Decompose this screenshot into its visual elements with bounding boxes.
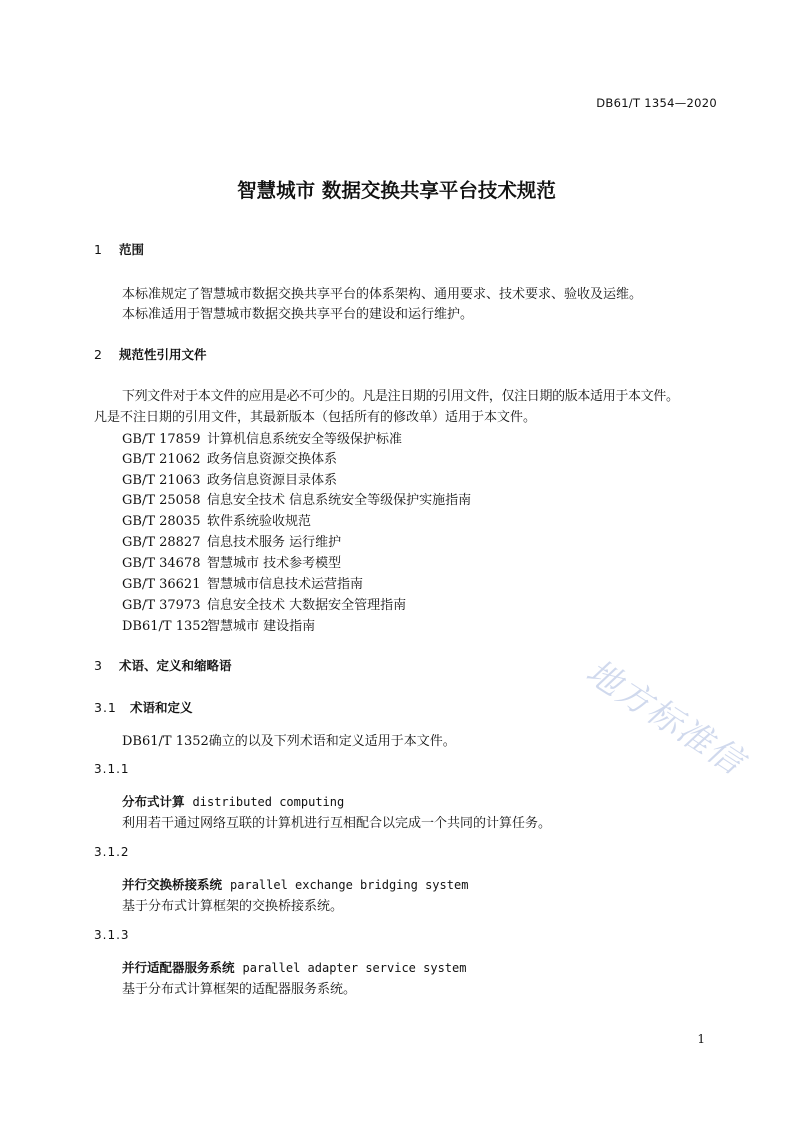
reference-item [122, 615, 315, 634]
clause-number: 3.1.3 [94, 928, 130, 942]
reference-code: GB/T 28035 [122, 514, 201, 529]
subsection-title: 术语和定义 [130, 700, 193, 715]
reference-name: 计算机信息系统安全等级保护标准 [207, 432, 403, 447]
term-chinese: 并行适配器服务系统 [122, 960, 235, 975]
section-title: 术语、定义和缩略语 [119, 658, 232, 673]
reference-code: GB/T 25058 [122, 493, 201, 508]
reference-name: 智慧城市信息技术运营指南 [207, 577, 364, 592]
reference-code: GB/T 21062 [122, 452, 201, 467]
reference-item [122, 573, 363, 592]
reference-name: 智慧城市 技术参考模型 [207, 556, 342, 571]
term-heading [122, 792, 344, 810]
clause-number: 3.1.2 [94, 845, 130, 859]
reference-name: 政务信息资源交换体系 [207, 452, 338, 467]
term-english: parallel exchange bridging system [230, 878, 469, 892]
page-title: 智慧城市 数据交换共享平台技术规范 [237, 179, 556, 202]
term-definition: 基于分布式计算框架的适配器服务系统。 [122, 982, 357, 997]
term-heading [122, 875, 468, 893]
reference-code: GB/T 28827 [122, 535, 201, 550]
clause-number: 3.1.1 [94, 762, 130, 776]
reference-item [122, 594, 406, 613]
reference-item [122, 552, 341, 571]
section-2-heading [94, 345, 207, 363]
term-chinese: 并行交换桥接系统 [122, 877, 223, 892]
section-title: 范围 [119, 242, 145, 257]
term-definition: 利用若干通过网络互联的计算机进行互相配合以完成一个共同的计算任务。 [122, 816, 552, 831]
reference-item [122, 469, 337, 488]
term-english: parallel adapter service system [242, 961, 467, 975]
page-number: 1 [697, 1032, 705, 1046]
reference-code: GB/T 17859 [122, 432, 201, 447]
term-definition: 基于分布式计算框架的交换桥接系统。 [122, 899, 344, 914]
reference-code: GB/T 34678 [122, 556, 201, 571]
section-number: 3 [94, 658, 102, 673]
reference-name: 信息技术服务 运行维护 [207, 535, 342, 550]
paragraph: 本标准规定了智慧城市数据交换共享平台的体系架构、通用要求、技术要求、验收及运维。 [122, 287, 643, 302]
section-number: 1 [94, 242, 102, 257]
paragraph: 凡是不注日期的引用文件，其最新版本（包括所有的修改单）适用于本文件。 [94, 410, 537, 425]
paragraph: DB61/T 1352确立的以及下列术语和定义适用于本文件。 [122, 734, 456, 749]
reference-item [122, 510, 311, 529]
reference-item [122, 489, 471, 508]
reference-name: 软件系统验收规范 [207, 514, 312, 529]
reference-code: GB/T 37973 [122, 598, 201, 613]
reference-name: 信息安全技术 信息系统安全等级保护实施指南 [207, 493, 472, 508]
term-heading [122, 958, 466, 976]
reference-code: GB/T 36621 [122, 577, 201, 592]
subsection-number: 3.1 [94, 700, 117, 715]
reference-name: 智慧城市 建设指南 [207, 619, 316, 634]
reference-item [122, 531, 341, 550]
subsection-3-1-heading [94, 698, 193, 716]
reference-code: DB61/T 1352 [122, 619, 209, 634]
term-english: distributed computing [192, 795, 345, 809]
document-code: DB61/T 1354—2020 [596, 96, 717, 110]
reference-name: 政务信息资源目录体系 [207, 473, 338, 488]
section-3-heading [94, 656, 232, 674]
reference-item [122, 428, 402, 447]
section-title: 规范性引用文件 [119, 347, 207, 362]
section-1-heading [94, 240, 144, 258]
reference-name: 信息安全技术 大数据安全管理指南 [207, 598, 407, 613]
paragraph: 下列文件对于本文件的应用是必不可少的。凡是注日期的引用文件，仅注日期的版本适用于本文件。 [122, 389, 679, 404]
reference-item [122, 448, 337, 467]
section-number: 2 [94, 347, 102, 362]
reference-code: GB/T 21063 [122, 473, 201, 488]
paragraph: 本标准适用于智慧城市数据交换共享平台的建设和运行维护。 [122, 307, 474, 322]
watermark: 地方标准信 [578, 651, 752, 784]
term-chinese: 分布式计算 [122, 794, 185, 809]
